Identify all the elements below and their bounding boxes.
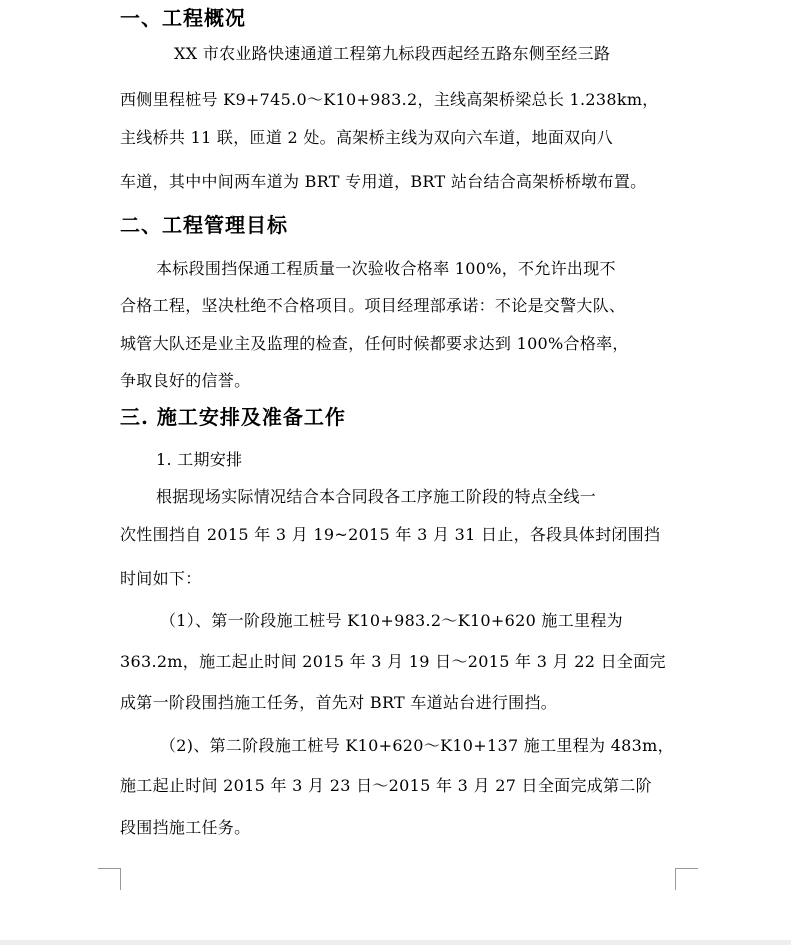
paragraph-line: 时间如下： bbox=[120, 569, 202, 588]
heading-construction-arrangement: 三. 施工安排及准备工作 bbox=[120, 405, 346, 429]
paragraph-line: 根据现场实际情况结合本合同段各工序施工阶段的特点全线一 bbox=[156, 487, 597, 506]
paragraph-line: 西侧里程桩号 K9+745.0～K10+983.2，主线高架桥梁总长 1.238km， bbox=[120, 90, 659, 109]
paragraph-line: 施工起止时间 2015 年 3 月 23 日～2015 年 3 月 27 日全面完成第二阶 bbox=[120, 776, 652, 795]
paragraph-line: 本标段围挡保通工程质量一次验收合格率 100%，不允许出现不 bbox=[156, 259, 616, 278]
paragraph-line: 363.2m，施工起止时间 2015 年 3 月 19 日～2015 年 3 月 22 日全面完 bbox=[120, 652, 666, 671]
crop-mark-left bbox=[98, 868, 121, 890]
paragraph-line: 次性围挡自 2015 年 3 月 19~2015 年 3 月 31 日止，各段具体封闭围挡 bbox=[120, 525, 661, 544]
paragraph-line: 主线桥共 11 联，匝道 2 处。高架桥主线为双向六车道，地面双向八 bbox=[120, 128, 614, 147]
paragraph-line: XX 市农业路快速通道工程第九标段西起经五路东侧至经三路 bbox=[174, 44, 611, 63]
paragraph-line: 车道，其中中间两车道为 BRT 专用道，BRT 站台结合高架桥桥墩布置。 bbox=[120, 172, 647, 191]
subheading-schedule: 1. 工期安排 bbox=[156, 450, 243, 469]
paragraph-line: 争取良好的信誉。 bbox=[120, 371, 251, 390]
paragraph-line: 城管大队还是业主及监理的检查，任何时候都要求达到 100%合格率， bbox=[120, 334, 629, 353]
paragraph-line: 段围挡施工任务。 bbox=[120, 818, 251, 837]
paragraph-line: 合格工程，坚决杜绝不合格项目。项目经理部承诺：不论是交警大队、 bbox=[120, 296, 626, 315]
crop-mark-right bbox=[675, 868, 698, 890]
paragraph-line: （2)、第二阶段施工桩号 K10+620～K10+137 施工里程为 483m， bbox=[160, 736, 674, 755]
paragraph-line: （1）、第一阶段施工桩号 K10+983.2～K10+620 施工里程为 bbox=[160, 611, 623, 630]
paragraph-line: 成第一阶段围挡施工任务，首先对 BRT 车道站台进行围挡。 bbox=[120, 693, 558, 712]
page-gap bbox=[0, 940, 791, 945]
heading-project-overview: 一、工程概况 bbox=[120, 6, 246, 30]
heading-management-goals: 二、工程管理目标 bbox=[120, 213, 288, 237]
